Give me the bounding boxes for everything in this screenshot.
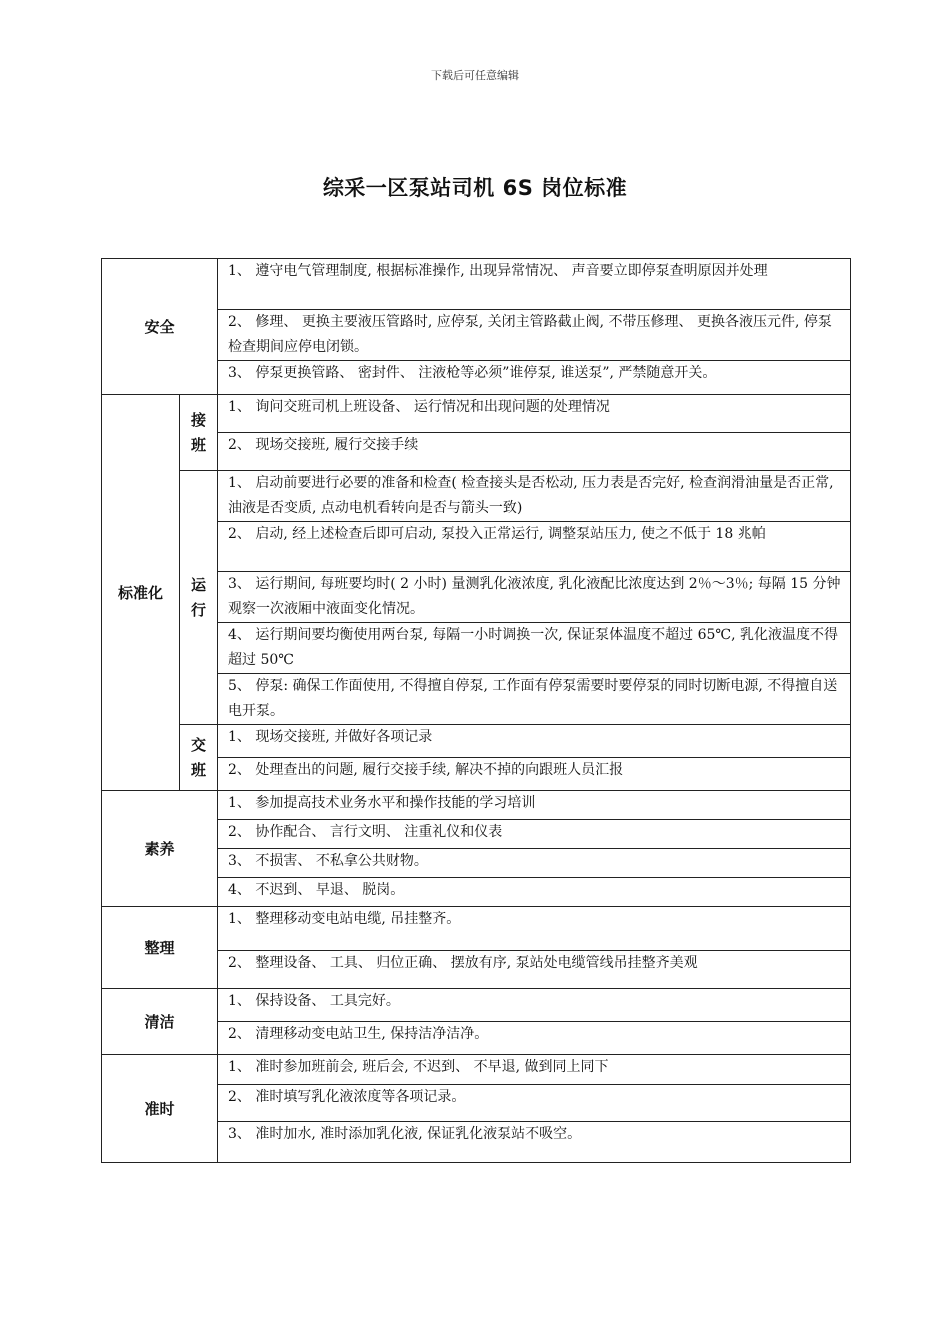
subcategory-char: 接 — [191, 410, 207, 429]
handover-out-item-1: 1、 现场交接班, 并做好各项记录 — [218, 725, 851, 758]
subcategory-handover-out — [180, 725, 218, 791]
table-row — [102, 989, 851, 1022]
running-item-1: 1、 启动前要进行必要的准备和检查( 检查接头是否松动, 压力表是否完好, 检查润滑油量是否正常, 油液是否变质, 点动电机看转向是否与箭头一致) — [218, 471, 851, 522]
literacy-item-2: 2、 协作配合、 言行文明、 注重礼仪和仪表 — [218, 820, 851, 849]
table-row — [102, 907, 851, 951]
document-title: 综采一区泵站司机 6S 岗位标准 — [322, 176, 628, 200]
category-clean: 清洁 — [102, 989, 218, 1055]
clean-item-2: 2、 清理移动变电站卫生, 保持洁净洁净。 — [218, 1022, 851, 1055]
handover-in-item-2: 2、 现场交接班, 履行交接手续 — [218, 433, 851, 471]
subcategory-char: 班 — [191, 760, 207, 779]
table-row — [102, 791, 851, 820]
category-tidy: 整理 — [102, 907, 218, 989]
running-item-4: 4、 运行期间要均衡使用两台泵, 每隔一小时调换一次, 保证泵体温度不超过 65℃, 乳化液温度不得超过 50℃ — [218, 623, 851, 674]
safety-item-3: 3、 停泵更换管路、 密封件、 注液枪等必须”谁停泵, 谁送泵”, 严禁随意开关。 — [218, 361, 851, 395]
clean-item-1: 1、 保持设备、 工具完好。 — [218, 989, 851, 1022]
running-item-3: 3、 运行期间, 每班要均时( 2 小时) 量测乳化液浓度, 乳化液配比浓度达到 2％～3％; 每隔 15 分钟观察一次液厢中液面变化情况。 — [218, 572, 851, 623]
category-standardization: 标准化 — [102, 395, 180, 791]
punctual-item-1: 1、 准时参加班前会, 班后会, 不迟到、 不早退, 做到同上同下 — [218, 1055, 851, 1085]
subcategory-char: 交 — [191, 735, 207, 754]
running-item-5: 5、 停泵: 确保工作面使用, 不得擅自停泵, 工作面有停泵需要时要停泵的同时切断电源, 不得擅自送电开泵。 — [218, 674, 851, 725]
table-row — [102, 395, 851, 433]
tidy-item-2: 2、 整理设备、 工具、 归位正确、 摆放有序, 泵站处电缆管线吊挂整齐美观 — [218, 951, 851, 989]
table-row — [102, 471, 851, 522]
subcategory-char: 班 — [191, 435, 207, 454]
punctual-item-2: 2、 准时填写乳化液浓度等各项记录。 — [218, 1085, 851, 1122]
table-row — [102, 259, 851, 310]
category-safety: 安全 — [102, 259, 218, 395]
standards-table — [101, 258, 851, 1163]
tidy-item-1: 1、 整理移动变电站电缆, 吊挂整齐。 — [218, 907, 851, 951]
literacy-item-3: 3、 不损害、 不私拿公共财物。 — [218, 849, 851, 878]
subcategory-running — [180, 471, 218, 725]
running-item-2: 2、 启动, 经上述检查后即可启动, 泵投入正常运行, 调整泵站压力, 使之不低于 18 兆帕 — [218, 522, 851, 572]
safety-item-1: 1、 遵守电气管理制度, 根据标准操作, 出现异常情况、 声音要立即停泵查明原因并处理 — [218, 259, 851, 310]
table-row — [102, 725, 851, 758]
punctual-item-3: 3、 准时加水, 准时添加乳化液, 保证乳化液泵站不吸空。 — [218, 1122, 851, 1163]
category-literacy: 素养 — [102, 791, 218, 907]
handover-out-item-2: 2、 处理查出的问题, 履行交接手续, 解决不掉的向跟班人员汇报 — [218, 758, 851, 791]
header-note: 下载后可任意编辑 — [431, 69, 519, 82]
subcategory-char: 行 — [191, 600, 207, 619]
handover-in-item-1: 1、 询问交班司机上班设备、 运行情况和出现问题的处理情况 — [218, 395, 851, 433]
literacy-item-1: 1、 参加提高技术业务水平和操作技能的学习培训 — [218, 791, 851, 820]
literacy-item-4: 4、 不迟到、 早退、 脱岗。 — [218, 878, 851, 907]
subcategory-char: 运 — [191, 575, 207, 594]
category-punctual: 准时 — [102, 1055, 218, 1163]
safety-item-2: 2、 修理、 更换主要液压管路时, 应停泵, 关闭主管路截止阀, 不带压修理、 更换各液压元件, 停泵检查期间应停电闭锁。 — [218, 310, 851, 361]
table-row — [102, 1055, 851, 1085]
subcategory-handover-in — [180, 395, 218, 471]
